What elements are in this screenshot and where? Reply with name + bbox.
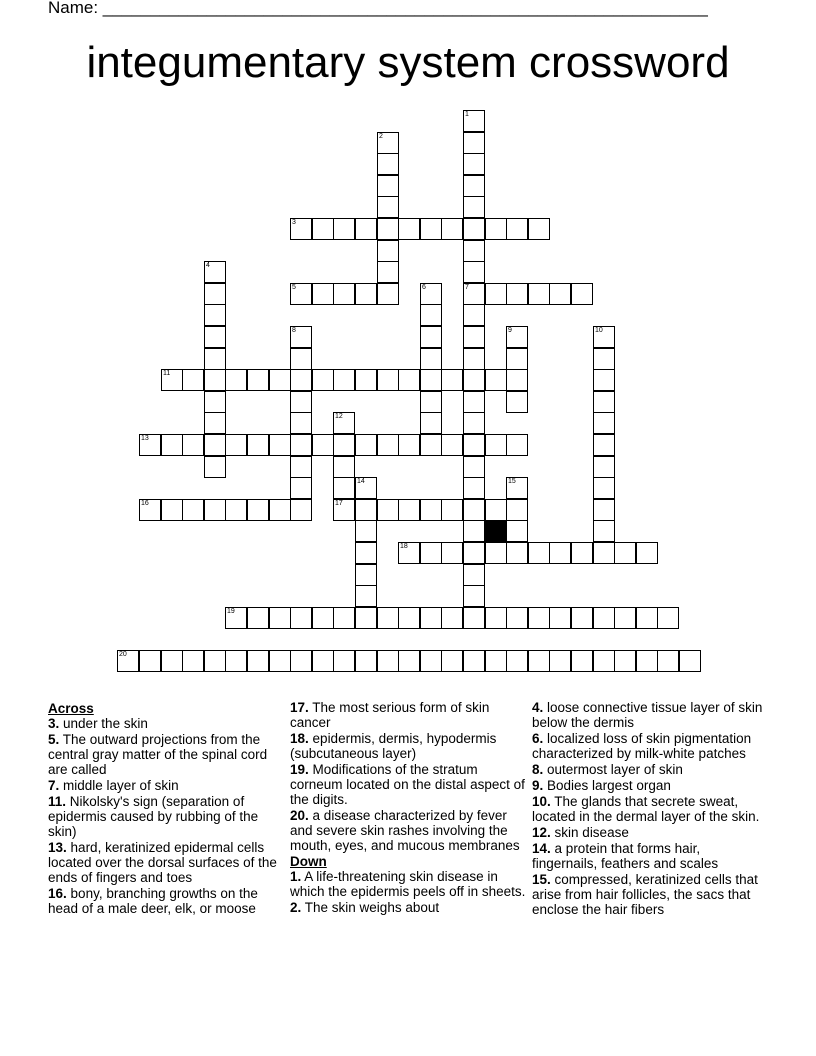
grid-cell[interactable] [312, 607, 334, 629]
grid-cell[interactable] [420, 218, 442, 240]
clue-number: 17. [290, 700, 309, 715]
grid-cell[interactable] [463, 175, 485, 197]
grid-cell[interactable] [355, 564, 377, 586]
grid-cell[interactable] [549, 542, 571, 564]
grid-cell[interactable] [420, 391, 442, 413]
grid-cell[interactable] [355, 607, 377, 629]
clue-number-label: 8 [292, 327, 296, 334]
grid-cell[interactable] [614, 542, 636, 564]
clue-number-label: 16 [141, 500, 149, 507]
grid-cell[interactable] [441, 542, 463, 564]
grid-cell[interactable] [420, 369, 442, 391]
grid-cell[interactable] [485, 283, 507, 305]
grid-cell[interactable] [463, 218, 485, 240]
grid-cell[interactable] [549, 607, 571, 629]
grid-cell[interactable] [333, 412, 355, 434]
grid-cell[interactable] [485, 542, 507, 564]
grid-cell[interactable] [225, 607, 247, 629]
clue-column-3 [532, 700, 768, 918]
grid-cell[interactable] [377, 132, 399, 154]
clue-text: The skin weighs about [304, 900, 440, 915]
grid-cell[interactable] [593, 477, 615, 499]
grid-cell[interactable] [225, 434, 247, 456]
clue-number: 3. [48, 716, 60, 731]
clue-number: 15. [532, 872, 551, 887]
page-title: integumentary system crossword [86, 38, 730, 87]
grid-cell[interactable] [312, 369, 334, 391]
grid-cell[interactable] [247, 607, 269, 629]
grid-cell[interactable] [182, 499, 204, 521]
clue-number: 10. [532, 794, 551, 809]
grid-cell[interactable] [463, 585, 485, 607]
grid-cell[interactable] [355, 585, 377, 607]
grid-cell[interactable] [204, 369, 226, 391]
grid-cell[interactable] [290, 218, 312, 240]
clue-text: A life-threatening skin disease in which the epidermis peels off in sheets. [290, 869, 526, 899]
clue-text: Bodies largest organ [547, 778, 671, 793]
grid-cell[interactable] [204, 650, 226, 672]
clue-text: Nikolsky's sign (separation of epidermis caused by rubbing of the skin) [48, 794, 259, 839]
grid-cell[interactable] [377, 240, 399, 262]
clue-number-label: 18 [400, 543, 408, 550]
grid-cell[interactable] [506, 283, 528, 305]
grid-cell[interactable] [182, 369, 204, 391]
grid-cell[interactable] [463, 153, 485, 175]
grid-cell[interactable] [528, 607, 550, 629]
grid-cell[interactable] [593, 456, 615, 478]
grid-cell[interactable] [636, 607, 658, 629]
grid-cell[interactable] [398, 542, 420, 564]
grid-cell[interactable] [204, 304, 226, 326]
clue-text: a disease characterized by fever and severe skin rashes involving the mouth, eyes, and mucous membranes [290, 808, 520, 853]
grid-cell[interactable] [593, 499, 615, 521]
across-heading: Across [48, 701, 94, 716]
grid-cell[interactable] [161, 650, 183, 672]
grid-cell[interactable] [312, 218, 334, 240]
grid-cell[interactable] [506, 520, 528, 542]
grid-cell[interactable] [355, 520, 377, 542]
grid-cell[interactable] [441, 650, 463, 672]
down-clue [290, 869, 526, 899]
grid-cell[interactable] [506, 650, 528, 672]
grid-cell[interactable] [333, 607, 355, 629]
grid-cell[interactable] [377, 175, 399, 197]
grid-cell[interactable] [441, 369, 463, 391]
grid-cell[interactable] [247, 650, 269, 672]
clue-number-label: 5 [292, 284, 296, 291]
grid-cell[interactable] [420, 542, 442, 564]
clue-text: under the skin [63, 716, 148, 731]
grid-cell[interactable] [377, 434, 399, 456]
grid-cell[interactable] [161, 499, 183, 521]
clue-number: 14. [532, 841, 551, 856]
clue-list [0, 700, 816, 1000]
grid-cell[interactable] [463, 348, 485, 370]
grid-cell[interactable] [247, 434, 269, 456]
clue-number: 13. [48, 840, 67, 855]
clue-text: middle layer of skin [63, 778, 179, 793]
clue-number-label: 17 [335, 500, 343, 507]
grid-cell[interactable] [333, 283, 355, 305]
clue-number: 9. [532, 778, 544, 793]
grid-cell[interactable] [290, 348, 312, 370]
clue-text: compressed, keratinized cells that arise from hair follicles, the sacs that enclose the hair fibers [532, 872, 758, 917]
grid-cell[interactable] [333, 456, 355, 478]
grid-cell[interactable] [290, 326, 312, 348]
grid-cell[interactable] [312, 283, 334, 305]
clue-text: The outward projections from the central gray matter of the spinal cord are called [48, 732, 268, 777]
clue-number-label: 4 [206, 262, 210, 269]
grid-cell[interactable] [571, 650, 593, 672]
grid-cell[interactable] [593, 412, 615, 434]
grid-cell[interactable] [463, 326, 485, 348]
grid-cell[interactable] [333, 499, 355, 521]
grid-cell[interactable] [398, 499, 420, 521]
grid-cell[interactable] [593, 369, 615, 391]
clue-number-label: 2 [379, 133, 383, 140]
clue-text: epidermis, dermis, hypodermis (subcutaneous layer) [290, 731, 497, 761]
grid-cell[interactable] [420, 607, 442, 629]
down-clue [532, 825, 768, 840]
grid-cell[interactable] [225, 369, 247, 391]
grid-cell[interactable] [355, 542, 377, 564]
grid-cell[interactable] [571, 283, 593, 305]
grid-cell[interactable] [657, 607, 679, 629]
grid-cell[interactable] [506, 477, 528, 499]
grid-cell[interactable] [398, 369, 420, 391]
grid-cell[interactable] [204, 348, 226, 370]
grid-cell[interactable] [333, 477, 355, 499]
grid-cell[interactable] [420, 412, 442, 434]
grid-cell[interactable] [117, 650, 139, 672]
grid-cell[interactable] [485, 434, 507, 456]
grid-cell[interactable] [290, 607, 312, 629]
across-clue [48, 840, 284, 885]
grid-cell[interactable] [204, 261, 226, 283]
grid-cell[interactable] [182, 650, 204, 672]
grid-cell[interactable] [420, 434, 442, 456]
grid-cell[interactable] [593, 520, 615, 542]
grid-cell[interactable] [355, 477, 377, 499]
across-clue [48, 794, 284, 839]
clue-number-label: 11 [163, 370, 171, 377]
grid-cell[interactable] [571, 542, 593, 564]
grid-cell[interactable] [463, 132, 485, 154]
grid-cell[interactable] [139, 499, 161, 521]
grid-cell[interactable] [290, 456, 312, 478]
across-clue [48, 886, 284, 916]
grid-cell[interactable] [377, 369, 399, 391]
grid-cell[interactable] [290, 499, 312, 521]
across-clue [290, 762, 526, 807]
grid-cell[interactable] [506, 499, 528, 521]
clue-number: 12. [532, 825, 551, 840]
grid-cell[interactable] [506, 218, 528, 240]
clue-text: skin disease [554, 825, 629, 840]
grid-cell[interactable] [225, 499, 247, 521]
down-heading: Down [290, 854, 327, 869]
grid-cell[interactable] [355, 434, 377, 456]
grid-cell[interactable] [463, 650, 485, 672]
grid-cell[interactable] [225, 650, 247, 672]
clue-number: 16. [48, 886, 67, 901]
across-clue [48, 732, 284, 777]
grid-cell[interactable] [463, 456, 485, 478]
grid-cell[interactable] [312, 650, 334, 672]
grid-cell[interactable] [204, 391, 226, 413]
clue-number-label: 15 [508, 478, 516, 485]
clue-number-label: 20 [119, 651, 127, 658]
grid-cell[interactable] [377, 650, 399, 672]
clue-number: 5. [48, 732, 60, 747]
grid-cell[interactable] [485, 369, 507, 391]
grid-cell[interactable] [506, 391, 528, 413]
grid-cell[interactable] [290, 412, 312, 434]
grid-cell[interactable] [549, 283, 571, 305]
grid-cell[interactable] [593, 391, 615, 413]
grid-cell[interactable] [204, 326, 226, 348]
grid-cell[interactable] [506, 607, 528, 629]
shaded-cell [485, 520, 507, 542]
grid-cell[interactable] [463, 369, 485, 391]
clue-number-label: 7 [465, 284, 469, 291]
grid-cell[interactable] [463, 564, 485, 586]
grid-cell[interactable] [441, 434, 463, 456]
grid-cell[interactable] [269, 607, 291, 629]
grid-cell[interactable] [506, 434, 528, 456]
clue-number: 18. [290, 731, 309, 746]
grid-cell[interactable] [398, 607, 420, 629]
grid-cell[interactable] [398, 434, 420, 456]
clue-number: 4. [532, 700, 544, 715]
grid-cell[interactable] [593, 434, 615, 456]
grid-cell[interactable] [485, 607, 507, 629]
name-field-label: Name: ________________________________________________________________ [48, 0, 708, 17]
grid-cell[interactable] [204, 434, 226, 456]
clue-number: 1. [290, 869, 302, 884]
grid-cell[interactable] [614, 607, 636, 629]
down-clue [532, 778, 768, 793]
down-clue [532, 700, 768, 730]
clue-number-label: 12 [335, 413, 343, 420]
clue-number-label: 13 [141, 435, 149, 442]
across-clue [290, 731, 526, 761]
grid-cell[interactable] [463, 261, 485, 283]
grid-cell[interactable] [139, 650, 161, 672]
across-clue [290, 700, 526, 730]
clue-text: The glands that secrete sweat, located in the dermal layer of the skin. [532, 794, 760, 824]
across-clue [48, 778, 284, 793]
grid-cell[interactable] [528, 283, 550, 305]
grid-cell[interactable] [657, 650, 679, 672]
grid-cell[interactable] [528, 542, 550, 564]
grid-cell[interactable] [420, 304, 442, 326]
clue-text: Modifications of the stratum corneum located on the distal aspect of the digits. [290, 762, 525, 807]
grid-cell[interactable] [463, 304, 485, 326]
grid-cell[interactable] [290, 650, 312, 672]
grid-cell[interactable] [204, 499, 226, 521]
clue-column-2 [290, 700, 526, 916]
grid-cell[interactable] [269, 434, 291, 456]
grid-cell[interactable] [463, 520, 485, 542]
grid-cell[interactable] [593, 607, 615, 629]
grid-cell[interactable] [182, 434, 204, 456]
clue-text: outermost layer of skin [547, 762, 683, 777]
down-clue [532, 872, 768, 917]
clue-number-label: 3 [292, 219, 296, 226]
grid-cell[interactable] [204, 283, 226, 305]
clue-column-1 [48, 700, 284, 917]
grid-cell[interactable] [441, 499, 463, 521]
clue-number-label: 6 [422, 284, 426, 291]
clue-number: 2. [290, 900, 302, 915]
grid-cell[interactable] [269, 650, 291, 672]
grid-cell[interactable] [485, 218, 507, 240]
grid-cell[interactable] [377, 261, 399, 283]
grid-cell[interactable] [269, 499, 291, 521]
grid-cell[interactable] [333, 434, 355, 456]
grid-cell[interactable] [139, 434, 161, 456]
across-clue [290, 808, 526, 853]
down-clue [532, 841, 768, 871]
grid-cell[interactable] [506, 542, 528, 564]
grid-cell[interactable] [593, 650, 615, 672]
grid-cell[interactable] [441, 218, 463, 240]
grid-cell[interactable] [636, 542, 658, 564]
clue-number-label: 9 [508, 327, 512, 334]
grid-cell[interactable] [247, 499, 269, 521]
grid-cell[interactable] [463, 196, 485, 218]
grid-cell[interactable] [355, 369, 377, 391]
grid-cell[interactable] [312, 434, 334, 456]
grid-cell[interactable] [463, 542, 485, 564]
grid-cell[interactable] [571, 607, 593, 629]
grid-cell[interactable] [463, 607, 485, 629]
down-clue [532, 762, 768, 777]
grid-cell[interactable] [377, 283, 399, 305]
grid-cell[interactable] [485, 650, 507, 672]
grid-cell[interactable] [679, 650, 701, 672]
grid-cell[interactable] [614, 650, 636, 672]
grid-cell[interactable] [290, 369, 312, 391]
down-clue [532, 794, 768, 824]
grid-cell[interactable] [204, 456, 226, 478]
grid-cell[interactable] [463, 110, 485, 132]
grid-cell[interactable] [528, 218, 550, 240]
down-clue [290, 900, 526, 915]
grid-cell[interactable] [290, 477, 312, 499]
clue-number-label: 14 [357, 478, 365, 485]
grid-cell[interactable] [463, 434, 485, 456]
grid-cell[interactable] [463, 391, 485, 413]
grid-cell[interactable] [463, 240, 485, 262]
grid-cell[interactable] [355, 283, 377, 305]
clue-number: 11. [48, 794, 67, 809]
grid-cell[interactable] [593, 542, 615, 564]
clue-number: 20. [290, 808, 309, 823]
clue-text: The most serious form of skin cancer [290, 700, 490, 730]
grid-cell[interactable] [398, 650, 420, 672]
grid-cell[interactable] [355, 650, 377, 672]
grid-cell[interactable] [377, 499, 399, 521]
grid-cell[interactable] [463, 412, 485, 434]
grid-cell[interactable] [528, 650, 550, 672]
grid-cell[interactable] [377, 607, 399, 629]
grid-cell[interactable] [636, 650, 658, 672]
grid-cell[interactable] [377, 153, 399, 175]
grid-cell[interactable] [290, 434, 312, 456]
clue-number-label: 19 [227, 608, 235, 615]
grid-cell[interactable] [333, 650, 355, 672]
across-clue [48, 716, 284, 731]
grid-cell[interactable] [247, 369, 269, 391]
grid-cell[interactable] [463, 477, 485, 499]
grid-cell[interactable] [549, 650, 571, 672]
grid-cell[interactable] [463, 283, 485, 305]
clue-text: hard, keratinized epidermal cells located over the dorsal surfaces of the ends of fingers and toes [48, 840, 277, 885]
grid-cell[interactable] [333, 218, 355, 240]
grid-cell[interactable] [506, 369, 528, 391]
grid-cell[interactable] [355, 499, 377, 521]
clue-number-label: 10 [595, 327, 603, 334]
clue-number: 8. [532, 762, 544, 777]
grid-cell[interactable] [290, 283, 312, 305]
clue-text: bony, branching growths on the head of a male deer, elk, or moose [48, 886, 258, 916]
clue-text: localized loss of skin pigmentation characterized by milk-white patches [532, 731, 752, 761]
grid-cell[interactable] [269, 369, 291, 391]
clue-number: 7. [48, 778, 60, 793]
clue-text: loose connective tissue layer of skin below the dermis [532, 700, 763, 730]
clue-text: a protein that forms hair, fingernails, feathers and scales [532, 841, 719, 871]
grid-cell[interactable] [506, 326, 528, 348]
grid-cell[interactable] [377, 218, 399, 240]
grid-cell[interactable] [420, 650, 442, 672]
clue-number-label: 1 [465, 111, 469, 118]
grid-cell[interactable] [420, 348, 442, 370]
grid-cell[interactable] [420, 326, 442, 348]
grid-cell[interactable] [506, 348, 528, 370]
grid-cell[interactable] [485, 499, 507, 521]
grid-cell[interactable] [377, 196, 399, 218]
grid-cell[interactable] [463, 499, 485, 521]
grid-cell[interactable] [441, 607, 463, 629]
clue-number: 19. [290, 762, 309, 777]
grid-cell[interactable] [333, 369, 355, 391]
grid-cell[interactable] [420, 499, 442, 521]
grid-cell[interactable] [593, 348, 615, 370]
grid-cell[interactable] [161, 434, 183, 456]
clue-number: 6. [532, 731, 544, 746]
grid-cell[interactable] [420, 283, 442, 305]
grid-cell[interactable] [398, 218, 420, 240]
down-clue [532, 731, 768, 761]
grid-cell[interactable] [355, 218, 377, 240]
grid-cell[interactable] [290, 391, 312, 413]
grid-cell[interactable] [593, 326, 615, 348]
grid-cell[interactable] [161, 369, 183, 391]
grid-cell[interactable] [204, 412, 226, 434]
